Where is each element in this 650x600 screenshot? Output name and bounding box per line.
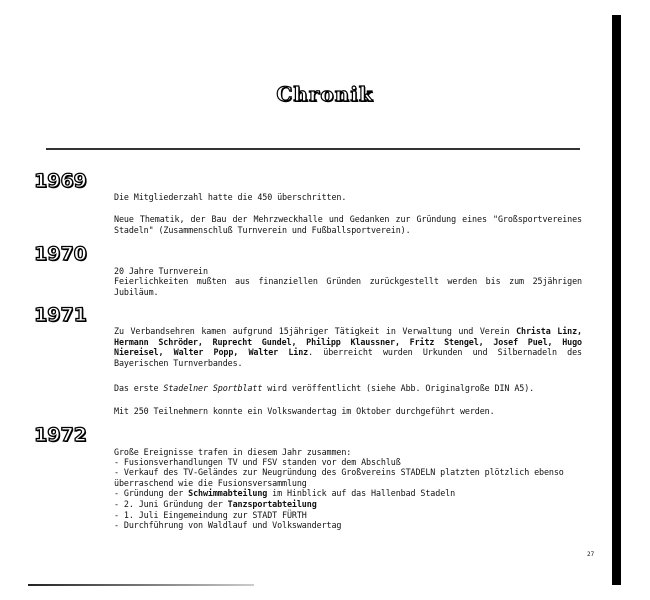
year-heading-1969: 1969	[34, 170, 87, 192]
year-heading-1971: 1971	[34, 304, 87, 326]
paragraph-sportblatt	[114, 383, 582, 394]
footer-rule	[28, 584, 254, 586]
intro-line: Große Ereignisse trafen in diesem Jahr zusammen:	[114, 447, 352, 457]
text: - Gründung der	[114, 488, 189, 498]
paragraph: Die Mitgliederzahl hatte die 450 überschritten.	[114, 192, 347, 202]
title-divider	[46, 148, 580, 150]
honoree-names: Christa Linz, Hermann Schröder, Ruprecht Gundel, Philipp Klaussner, Fritz Stengel, Josef Puel, Hugo Niereisel, Walter Popp, Walter Linz	[114, 326, 583, 357]
text: . überreicht wurden Urkunden und Silbernadeln des Bayerischen Turnverbandes.	[114, 347, 582, 368]
list-item	[114, 499, 582, 510]
publication-title: Stadelner Sportblatt	[163, 383, 263, 393]
list-item	[114, 488, 582, 499]
text: Zu Verbandsehren kamen aufgrund 15jähriger Tätigkeit in Verwaltung und Verein	[114, 326, 517, 336]
text: wird veröffentlicht (siehe Abb. Originalgroße DIN A5).	[262, 383, 535, 393]
paragraph: Neue Thematik, der Bau der Mehrzweckhalle und Gedanken zur Gründung eines "Großsportvereines Stadeln" (Zusammenschluß Turnverein und Fußballsportverein).	[114, 214, 582, 235]
text: - 2. Juni Gründung der	[114, 499, 228, 509]
paragraph: Mit 250 Teilnehmern konnte ein Volkswandertag im Oktober durchgeführt werden.	[114, 406, 495, 416]
department-name: Tanzsportabteilung	[227, 499, 317, 509]
paragraph-honors	[114, 326, 582, 368]
year-heading-1970: 1970	[34, 243, 87, 265]
page-number: 27	[587, 551, 595, 558]
list-item: - Durchführung von Waldlauf und Volkswandertag	[114, 520, 342, 530]
page-title: Chronik	[276, 82, 374, 106]
paragraph: 20 Jahre Turnverein	[114, 266, 208, 276]
paragraph: Feierlichkeiten mußten aus finanziellen Gründen zurückgestellt werden bis zum 25jährigen Jubiläum.	[114, 276, 582, 297]
list-item: - Fusionsverhandlungen TV und FSV standen vor dem Abschluß	[114, 457, 401, 467]
list-item: - 1. Juli Eingemeindung zur STADT FÜRTH	[114, 510, 307, 520]
list-item: - Verkauf des TV-Geländes zur Neugründung des Großvereins STADELN platzten plötzlich ebenso überraschend wie die Fusionsversammlung	[114, 467, 564, 488]
year-heading-1972: 1972	[34, 424, 87, 446]
text: im Hinblick auf das Hallenbad Stadeln	[267, 488, 456, 498]
text: Das erste	[114, 383, 164, 393]
department-name: Schwimmabteilung	[188, 488, 268, 498]
